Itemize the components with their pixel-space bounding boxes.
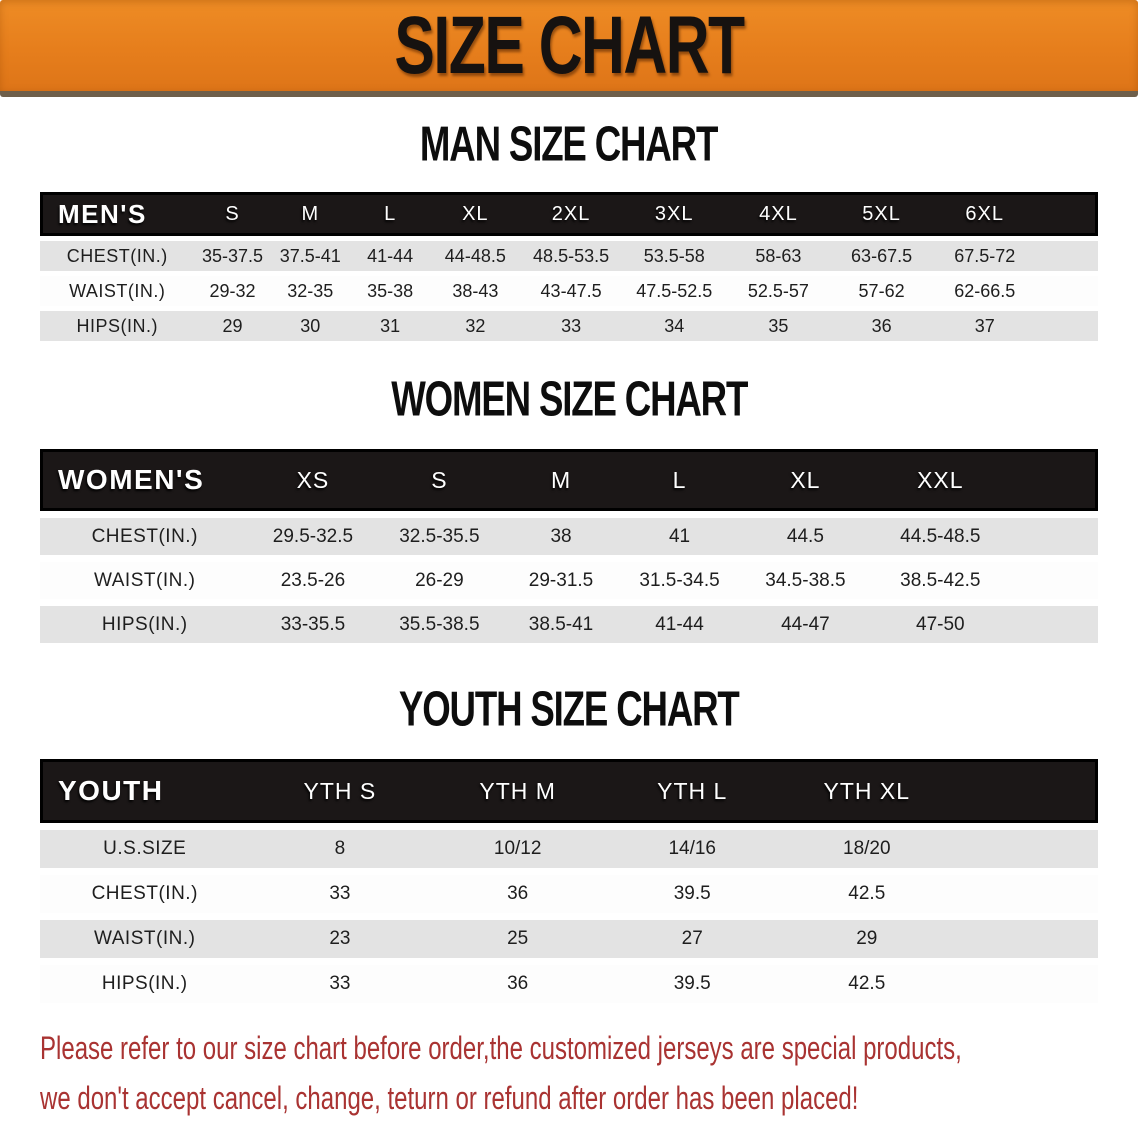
measurement-value: 35.5-38.5 — [376, 606, 502, 643]
measurement-value: 36 — [430, 965, 605, 1003]
measurement-row — [40, 920, 1098, 958]
page-title: SIZE CHART — [394, 0, 744, 91]
size-column-header: YTH M — [430, 759, 605, 823]
size-column-header: S — [194, 192, 270, 236]
row-filler — [1009, 518, 1098, 555]
measurement-value: 35 — [727, 311, 831, 341]
disclaimer-line-1: Please refer to our size chart before order,the customized jerseys are special products, — [40, 1030, 962, 1066]
measurement-value: 33 — [520, 311, 622, 341]
measurement-value: 34 — [622, 311, 727, 341]
measurement-row — [40, 562, 1098, 599]
measurement-row — [40, 518, 1098, 555]
size-column-header: M — [502, 449, 619, 511]
section-title-text: MAN SIZE CHART — [420, 115, 718, 172]
size-column-header: L — [350, 192, 430, 236]
size-column-header: 3XL — [622, 192, 727, 236]
measurement-value: 38 — [502, 518, 619, 555]
measurement-value: 31 — [350, 311, 430, 341]
measurement-value: 42.5 — [780, 965, 955, 1003]
measurement-label: HIPS(IN.) — [40, 965, 249, 1003]
header-filler — [954, 759, 1098, 823]
measurement-label: HIPS(IN.) — [40, 311, 194, 341]
measurement-row — [40, 241, 1098, 271]
measurement-value: 18/20 — [780, 830, 955, 868]
measurement-value: 44-48.5 — [430, 241, 520, 271]
size-chart-sections — [0, 115, 1138, 1010]
measurement-value: 48.5-53.5 — [520, 241, 622, 271]
table-corner-label: MEN'S — [40, 192, 194, 236]
measurement-value: 58-63 — [727, 241, 831, 271]
measurement-value: 42.5 — [780, 875, 955, 913]
measurement-value: 33-35.5 — [249, 606, 376, 643]
table-corner-label: WOMEN'S — [40, 449, 249, 511]
measurement-value: 29-32 — [194, 276, 270, 306]
measurement-row — [40, 965, 1098, 1003]
row-filler — [954, 830, 1098, 868]
measurement-value: 32-35 — [271, 276, 350, 306]
measurement-label: U.S.SIZE — [40, 830, 249, 868]
youth-section-title — [0, 680, 1138, 737]
measurement-value: 8 — [249, 830, 430, 868]
size-column-header: XXL — [872, 449, 1010, 511]
measurement-value: 35-37.5 — [194, 241, 270, 271]
measurement-value: 36 — [430, 875, 605, 913]
measurement-row — [40, 875, 1098, 913]
measurement-value: 63-67.5 — [830, 241, 933, 271]
size-column-header: XS — [249, 449, 376, 511]
measurement-value: 52.5-57 — [727, 276, 831, 306]
size-column-header: L — [620, 449, 740, 511]
measurement-value: 25 — [430, 920, 605, 958]
measurement-value: 37 — [933, 311, 1037, 341]
measurement-value: 41-44 — [350, 241, 430, 271]
measurement-value: 32 — [430, 311, 520, 341]
row-filler — [1037, 311, 1098, 341]
size-column-header: 4XL — [727, 192, 831, 236]
row-filler — [954, 965, 1098, 1003]
row-filler — [954, 875, 1098, 913]
measurement-value: 33 — [249, 875, 430, 913]
table-corner-label: YOUTH — [40, 759, 249, 823]
size-column-header: XL — [430, 192, 520, 236]
size-header-row — [40, 192, 1098, 236]
measurement-value: 43-47.5 — [520, 276, 622, 306]
measurement-value: 23 — [249, 920, 430, 958]
measurement-value: 44.5-48.5 — [872, 518, 1010, 555]
measurement-value: 34.5-38.5 — [739, 562, 871, 599]
size-column-header: YTH XL — [780, 759, 955, 823]
women-size-chart-section — [0, 370, 1138, 650]
measurement-row — [40, 276, 1098, 306]
women-section-title — [0, 370, 1138, 427]
size-column-header: XL — [739, 449, 871, 511]
measurement-value: 29 — [194, 311, 270, 341]
measurement-value: 39.5 — [605, 875, 780, 913]
measurement-value: 14/16 — [605, 830, 780, 868]
measurement-value: 41 — [620, 518, 740, 555]
header-filler — [1037, 192, 1098, 236]
measurement-value: 37.5-41 — [271, 241, 350, 271]
measurement-label: WAIST(IN.) — [40, 562, 249, 599]
disclaimer — [40, 1026, 1138, 1120]
measurement-value: 67.5-72 — [933, 241, 1037, 271]
size-header-row — [40, 759, 1098, 823]
measurement-row — [40, 606, 1098, 643]
measurement-label: HIPS(IN.) — [40, 606, 249, 643]
row-filler — [1037, 276, 1098, 306]
measurement-value: 10/12 — [430, 830, 605, 868]
disclaimer-line-2: we don't accept cancel, change, teturn or refund after order has been placed! — [40, 1080, 859, 1116]
measurement-value: 32.5-35.5 — [376, 518, 502, 555]
measurement-value: 53.5-58 — [622, 241, 727, 271]
measurement-value: 31.5-34.5 — [620, 562, 740, 599]
size-column-header: YTH L — [605, 759, 780, 823]
youth-size-table — [40, 752, 1098, 1010]
measurement-value: 30 — [271, 311, 350, 341]
measurement-value: 38-43 — [430, 276, 520, 306]
measurement-value: 36 — [830, 311, 933, 341]
size-header-row — [40, 449, 1098, 511]
measurement-label: CHEST(IN.) — [40, 875, 249, 913]
measurement-value: 35-38 — [350, 276, 430, 306]
measurement-value: 41-44 — [620, 606, 740, 643]
men-section-title — [0, 115, 1138, 172]
measurement-label: WAIST(IN.) — [40, 276, 194, 306]
measurement-label: CHEST(IN.) — [40, 241, 194, 271]
measurement-value: 62-66.5 — [933, 276, 1037, 306]
size-column-header: S — [376, 449, 502, 511]
women-size-table — [40, 442, 1098, 650]
men-size-chart-section — [0, 115, 1138, 346]
measurement-value: 29.5-32.5 — [249, 518, 376, 555]
row-filler — [954, 920, 1098, 958]
size-column-header: YTH S — [249, 759, 430, 823]
measurement-value: 23.5-26 — [249, 562, 376, 599]
measurement-value: 38.5-42.5 — [872, 562, 1010, 599]
section-title-text: YOUTH SIZE CHART — [399, 680, 739, 737]
measurement-value: 27 — [605, 920, 780, 958]
measurement-row — [40, 830, 1098, 868]
section-title-text: WOMEN SIZE CHART — [390, 370, 747, 427]
measurement-value: 44.5 — [739, 518, 871, 555]
row-filler — [1037, 241, 1098, 271]
measurement-value: 47-50 — [872, 606, 1010, 643]
row-filler — [1009, 562, 1098, 599]
measurement-value: 47.5-52.5 — [622, 276, 727, 306]
measurement-value: 29-31.5 — [502, 562, 619, 599]
size-column-header: M — [271, 192, 350, 236]
row-filler — [1009, 606, 1098, 643]
banner — [0, 0, 1138, 97]
measurement-value: 39.5 — [605, 965, 780, 1003]
size-column-header: 2XL — [520, 192, 622, 236]
size-column-header: 5XL — [830, 192, 933, 236]
measurement-value: 38.5-41 — [502, 606, 619, 643]
measurement-row — [40, 311, 1098, 341]
size-column-header: 6XL — [933, 192, 1037, 236]
measurement-value: 33 — [249, 965, 430, 1003]
men-size-table — [40, 187, 1098, 346]
measurement-value: 26-29 — [376, 562, 502, 599]
youth-size-chart-section — [0, 680, 1138, 1010]
header-filler — [1009, 449, 1098, 511]
measurement-value: 57-62 — [830, 276, 933, 306]
measurement-label: WAIST(IN.) — [40, 920, 249, 958]
measurement-value: 44-47 — [739, 606, 871, 643]
measurement-value: 29 — [780, 920, 955, 958]
measurement-label: CHEST(IN.) — [40, 518, 249, 555]
